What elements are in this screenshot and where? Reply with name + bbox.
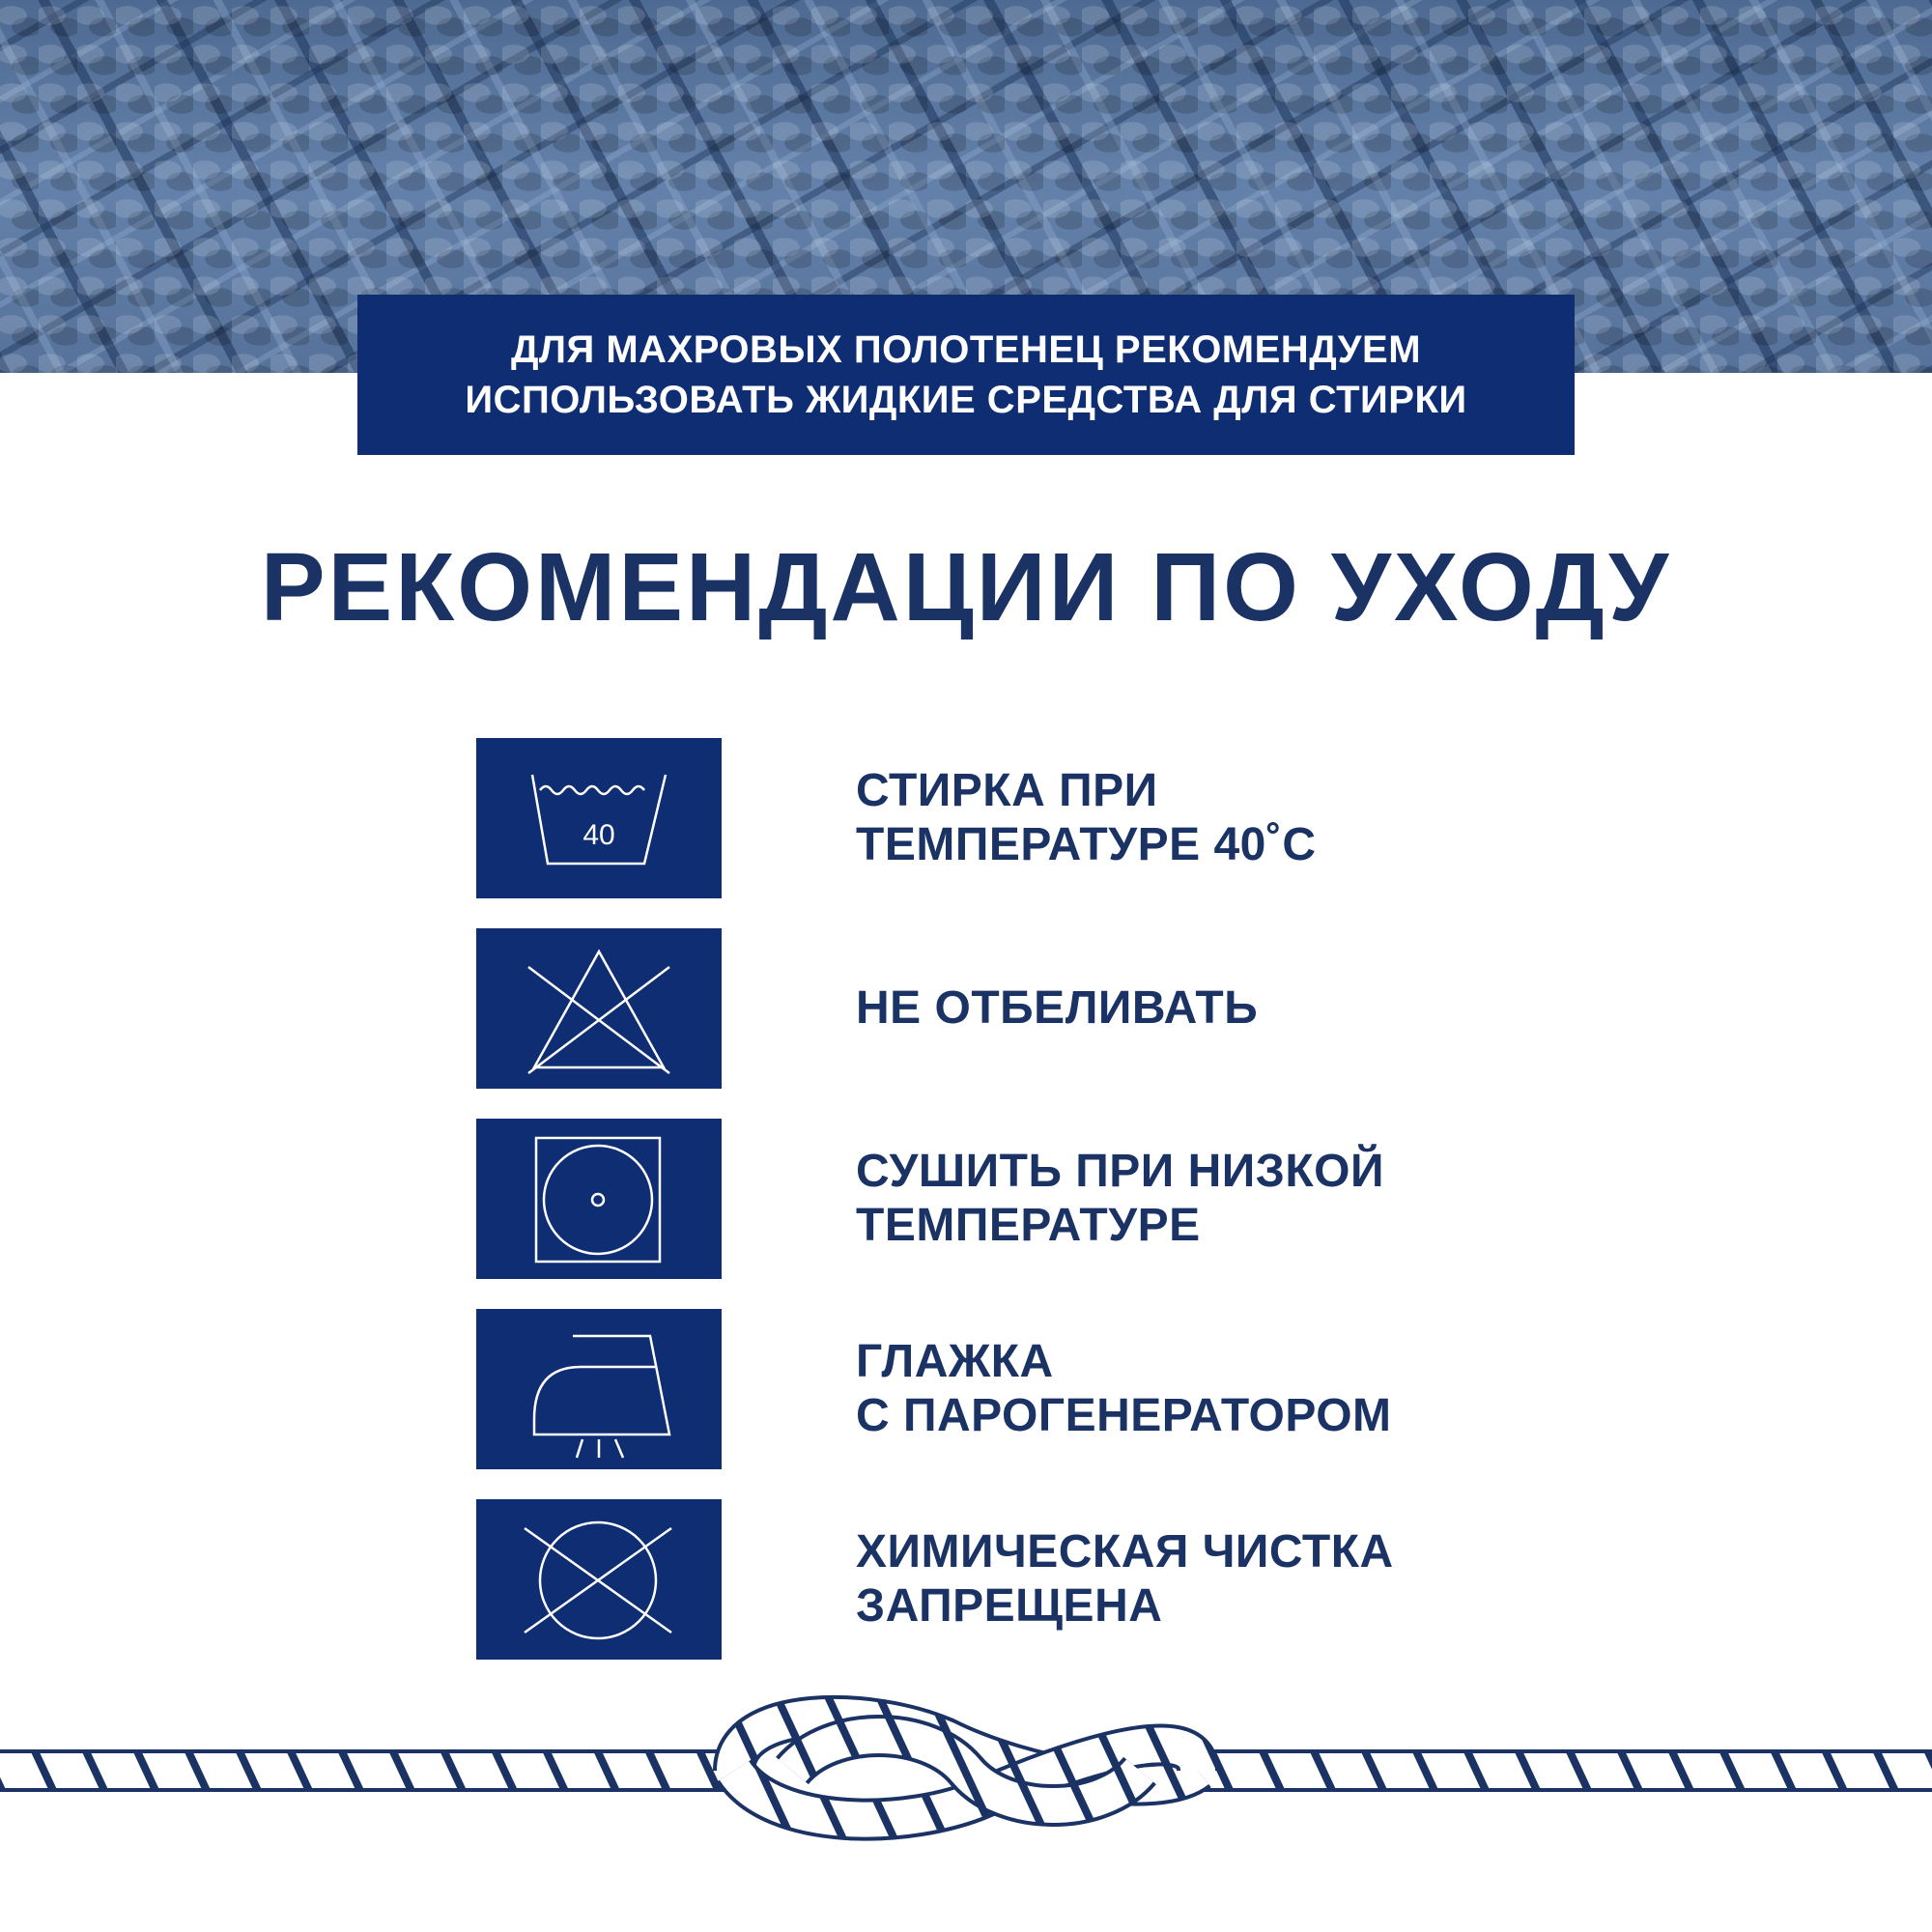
rope-knot-decoration	[0, 1686, 1932, 1850]
no-bleach-icon	[476, 928, 722, 1089]
care-label-line-2: ТЕМПЕРАТУРЕ 40˚С	[856, 819, 1317, 870]
banner-line-2: ИСПОЛЬЗОВАТЬ ЖИДКИЕ СРЕДСТВА ДЛЯ СТИРКИ	[465, 379, 1467, 421]
banner-line-1: ДЛЯ МАХРОВЫХ ПОЛОТЕНЕЦ РЕКОМЕНДУЕМ	[510, 328, 1422, 371]
care-label-line-2: С ПАРОГЕНЕРАТОРОМ	[856, 1390, 1392, 1441]
care-label-line-2: ЗАПРЕЩЕНА	[856, 1580, 1163, 1632]
care-text-wash	[856, 738, 1532, 898]
page-title: РЕКОМЕНДАЦИИ ПО УХОДУ	[260, 533, 1672, 641]
care-label-line-1: НЕ ОТБЕЛИВАТЬ	[856, 982, 1259, 1034]
care-text-dry	[856, 1119, 1532, 1279]
care-label-line-1: СТИРКА ПРИ	[856, 765, 1158, 816]
care-item-bleach	[476, 928, 1539, 1089]
care-text-dry-clean	[856, 1499, 1532, 1660]
no-dry-clean-icon	[476, 1499, 722, 1660]
care-text-iron	[856, 1309, 1532, 1469]
care-item-dry	[476, 1119, 1539, 1279]
detergent-recommendation-banner	[357, 295, 1575, 455]
steam-iron-icon	[476, 1309, 722, 1469]
care-item-dry-clean	[476, 1499, 1539, 1660]
care-text-bleach	[856, 928, 1532, 1089]
tumble-dry-low-icon	[476, 1119, 722, 1279]
wash-temp-label: 40	[582, 819, 615, 851]
care-label-line-1: ГЛАЖКА	[856, 1336, 1054, 1387]
wash-40-icon	[476, 738, 722, 898]
care-label-line-2: ТЕМПЕРАТУРЕ	[856, 1200, 1201, 1251]
care-item-wash	[476, 738, 1539, 898]
care-label-line-1: СУШИТЬ ПРИ НИЗКОЙ	[856, 1146, 1384, 1197]
care-label-line-1: ХИМИЧЕСКАЯ ЧИСТКА	[856, 1526, 1394, 1577]
care-item-iron	[476, 1309, 1539, 1469]
